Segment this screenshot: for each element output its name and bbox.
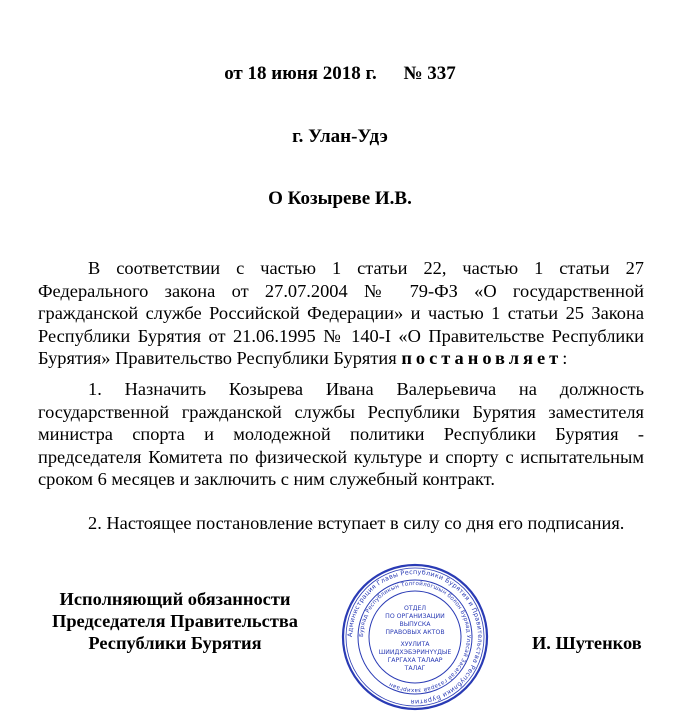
resolution-item-2: 2. Настоящее постановление вступает в силу со дня его подписания. xyxy=(88,513,625,533)
stamp-center-line-4: ПРАВОВЫХ АКТОВ xyxy=(385,629,445,636)
svg-text:Администрация Главы Республики xyxy=(346,568,484,706)
preamble-text: В соответствии с частью 1 статьи 22, частью 1 статьи 27 Федерального закона от 27.07.2004 № 79-ФЗ «О государственной гражданской службе Российской Федерации» и частью 1 статьи 25 Закона Республики Бурятия от 21.06.1995 № 140-I «О Правительстве Республики Бурятия» Правительство Республики Бурятия xyxy=(38,258,644,368)
stamp-center-line-6: ШИИДХЭБЭРИНҮҮДЫЕ xyxy=(378,649,452,656)
stamp-center-line-2: ПО ОРГАНИЗАЦИИ xyxy=(385,613,445,620)
stamp-center-line-3: ВЫПУСКА xyxy=(399,621,431,628)
document-city: г. Улан-Удэ xyxy=(292,126,388,147)
signer-title-line-3: Республики Бурятия xyxy=(88,633,262,653)
stamp-center-line-7: ГАРГАХА ТАЛААР xyxy=(387,657,443,664)
stamp-inner-text: Буряад Республикын Толгойлогшын болон Буряад Уласай Засагай газарай захиргаан xyxy=(358,580,472,694)
stamp-outer-text: Администрация Главы Республики Бурятия и Правительства Республики Бурятия xyxy=(345,567,485,707)
document-date-number xyxy=(0,63,680,85)
svg-text:Буряад Республикын Толгойлогшы xyxy=(359,580,471,693)
official-stamp xyxy=(340,562,490,712)
signer-title-line-1: Исполняющий обязанности xyxy=(59,589,291,609)
stamp-center-line-1: ОТДЕЛ xyxy=(403,605,427,612)
resolves-keyword: постановляет xyxy=(401,348,563,368)
document-subject: О Козыреве И.В. xyxy=(268,188,412,209)
resolution-item-1: 1. Назначить Козырева Ивана Валерьевича на должность государственной гражданской службы Республики Бурятия заместителя министра спорта и молодежной политики Республики Бурятия - председателя Комитета по физической культуре и спорту с испытательным сроком 6 месяцев и заключить с ним служебный контракт. xyxy=(38,379,644,489)
stamp-center-line-8: ТАЛАГ xyxy=(404,665,426,672)
signer-title-line-2: Председателя Правительства xyxy=(52,611,298,631)
signer-name: И. Шутенков xyxy=(532,633,642,653)
stamp-center-line-5: ХУУЛИТА xyxy=(400,641,430,648)
preamble-paragraph xyxy=(38,257,644,370)
document-number: № 337 xyxy=(403,63,456,84)
signer-title xyxy=(40,588,310,654)
document-date: от 18 июня 2018 г. xyxy=(224,63,377,84)
preamble-end: : xyxy=(562,348,568,368)
